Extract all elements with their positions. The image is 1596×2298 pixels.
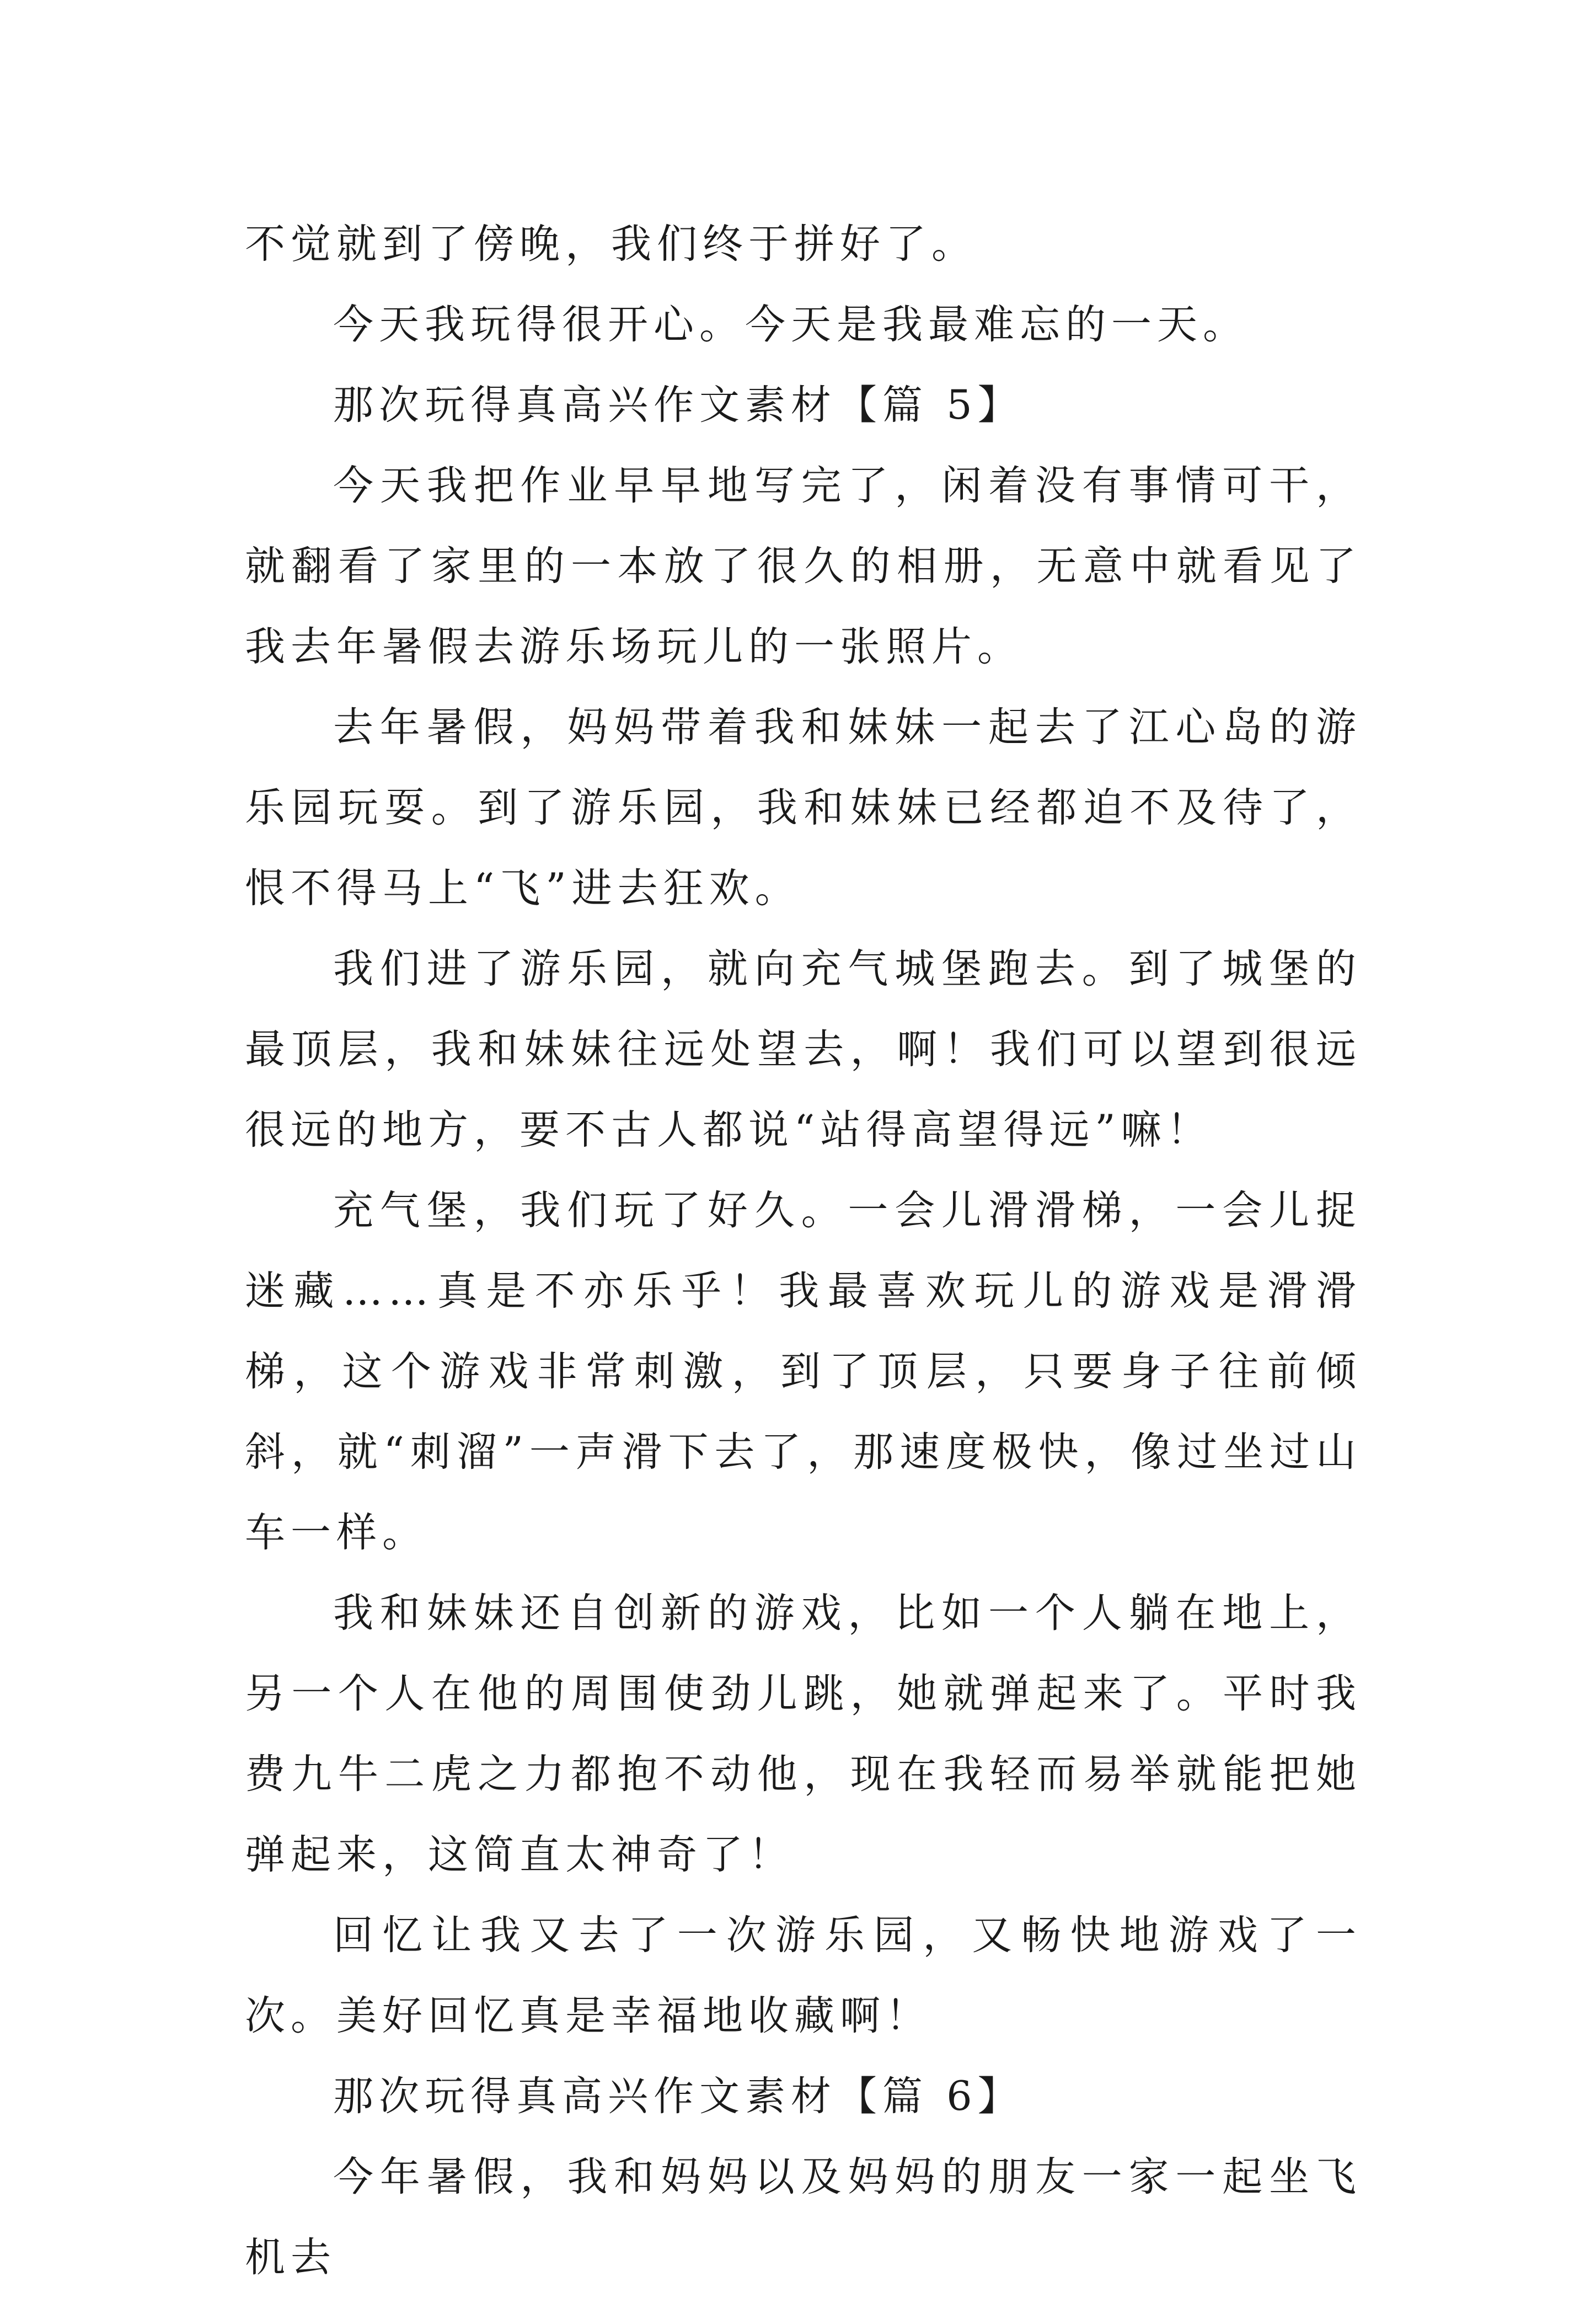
paragraph: 充气堡，我们玩了好久。一会儿滑滑梯，一会儿捉迷藏……真是不亦乐乎！我最喜欢玩儿的游戏是滑滑梯，这个游戏非常刺激，到了顶层，只要身子往前倾斜，就“刺溜”一声滑下去了，那速度极快，像过坐过山车一样。: [245, 1187, 1362, 1556]
paragraph: 今天我把作业早早地写完了，闲着没有事情可干，就翻看了家里的一本放了很久的相册，无意中就看见了我去年暑假去游乐场玩儿的一张照片。: [245, 462, 1362, 670]
paragraph-continuation: 不觉就到了傍晚，我们终于拼好了。: [245, 221, 977, 268]
paragraph: 今天我玩得很开心。今天是我最难忘的一天。: [333, 301, 1249, 348]
paragraph: 我和妹妹还自创新的游戏，比如一个人躺在地上，另一个人在他的周围使劲儿跳，她就弹起来了。平时我费九牛二虎之力都抱不动他，现在我轻而易举就能把她弹起来，这简直太神奇了！: [245, 1590, 1362, 1878]
paragraph: 回忆让我又去了一次游乐园，又畅快地游戏了一次。美好回忆真是幸福地收藏啊！: [245, 1912, 1362, 2039]
section-heading: 那次玩得真高兴作文素材【篇 6】: [333, 2073, 1024, 2120]
section-heading: 那次玩得真高兴作文素材【篇 5】: [333, 382, 1024, 429]
paragraph: 今年暑假，我和妈妈以及妈妈的朋友一家一起坐飞机去: [245, 2153, 1362, 2281]
paragraph: 我们进了游乐园，就向充气城堡跑去。到了城堡的最顶层，我和妹妹往远处望去，啊！我们可以望到很远很远的地方，要不古人都说“站得高望得远”嘛！: [245, 945, 1362, 1153]
paragraph: 去年暑假，妈妈带着我和妹妹一起去了江心岛的游乐园玩耍。到了游乐园，我和妹妹已经都迫不及待了，恨不得马上“飞”进去狂欢。: [245, 704, 1362, 912]
document-body: [245, 204, 1362, 2298]
